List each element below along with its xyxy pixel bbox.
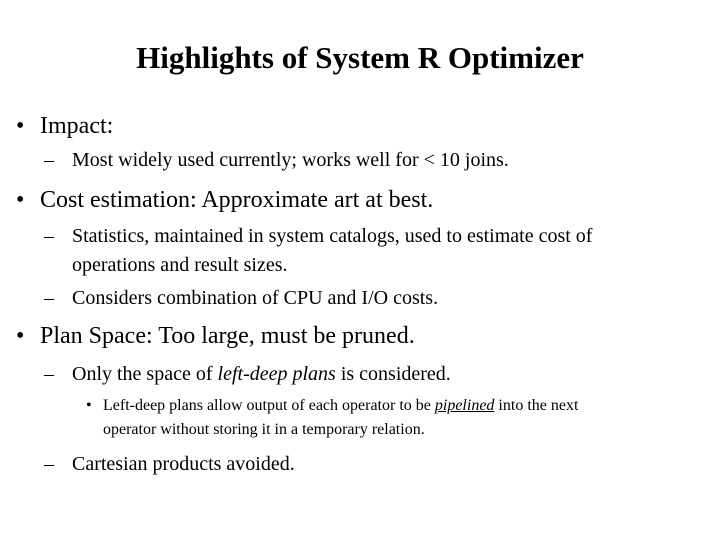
dash-marker: – — [44, 453, 54, 475]
dash-marker: – — [44, 363, 54, 385]
bullet-marker: • — [16, 187, 25, 213]
bullet-plan-space: Plan Space: Too large, must be pruned. — [40, 323, 415, 349]
sub-sub-bullet-pipelined-line1 — [103, 396, 578, 416]
bullet-marker: • — [16, 323, 25, 349]
bullet-marker: • — [16, 113, 25, 139]
text-run: into the next — [494, 397, 579, 414]
sub-bullet-statistics-line1: Statistics, maintained in system catalogs, used to estimate cost of — [72, 225, 593, 247]
text-run: Only the space of — [72, 363, 218, 385]
text-run: Left-deep plans allow output of each operator to be — [103, 397, 435, 414]
sub-bullet-left-deep-plans — [72, 362, 451, 386]
sub-bullet-statistics-line2: operations and result sizes. — [72, 254, 288, 276]
sub-bullet-most-widely-used: Most widely used currently; works well for < 10 joins. — [72, 149, 509, 171]
dash-marker: – — [44, 149, 54, 171]
emphasis-pipelined: pipelined — [434, 397, 495, 414]
dash-marker: – — [44, 225, 54, 247]
bullet-impact: Impact: — [40, 113, 114, 139]
sub-bullet-cpu-io-costs: Considers combination of CPU and I/O costs. — [72, 287, 439, 309]
bullet-marker-small: • — [86, 397, 92, 414]
text-run: is considered. — [335, 363, 451, 385]
slide-title: Highlights of System R Optimizer — [136, 40, 584, 75]
sub-bullet-cartesian-products: Cartesian products avoided. — [72, 453, 295, 475]
sub-sub-bullet-pipelined-line2: operator without storing it in a temporary relation. — [103, 421, 425, 438]
dash-marker: – — [44, 287, 54, 309]
bullet-cost-estimation: Cost estimation: Approximate art at best. — [40, 187, 434, 213]
emphasis-left-deep-plans: left-deep plans — [217, 363, 336, 385]
